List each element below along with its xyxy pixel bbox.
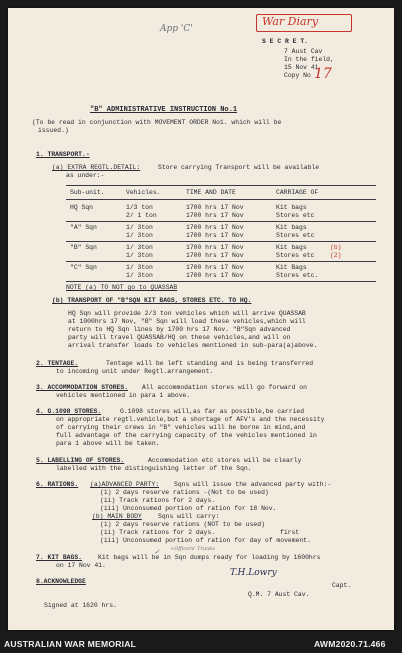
table-header-time: TIME AND DATE	[186, 189, 236, 196]
unit-name: 7 Aust Cav	[284, 48, 323, 55]
section-1b-line: at 1000hrs 17 Nov, "B" Sqn will load these vehicles,which will	[68, 318, 306, 325]
cell-time: 1700 hrs 17 Nov	[186, 204, 244, 211]
section-1-heading: 1. TRANSPORT.-	[36, 151, 90, 158]
signature-rank: Capt.	[332, 582, 352, 589]
section-2-line: Tentage will be left standing and is being transferred	[106, 360, 314, 367]
table-row	[8, 264, 394, 272]
section-6a-item: (ii) Track rations for 2 days.	[100, 497, 216, 504]
cell-carriage: Stores etc	[276, 232, 315, 239]
section-3-heading: 3. ACCOMMODATION STORES.	[36, 384, 129, 391]
app-ref-annotation: App 'C'	[160, 24, 193, 34]
table-row-rule	[66, 261, 376, 262]
table-row	[8, 224, 394, 232]
subtitle-line-1: (To be read in conjunction with MOVEMENT ORDER No1. which will be	[32, 119, 282, 126]
section-5-heading: 5. LABELLING OF STORES.	[36, 457, 125, 464]
section-7-line: Kit bags will be in Sqn dumps ready for loading by 1600hrs	[98, 554, 321, 561]
copy-label: Copy No	[284, 72, 311, 79]
cell-vehicles: 1/ 3ton	[126, 264, 153, 271]
subtitle-line-2: issued.)	[38, 127, 69, 134]
cell-carriage: Kit bags	[276, 204, 307, 211]
section-6a-item: (iii) Unconsumed portion of ration for 18 Nov.	[100, 505, 277, 512]
section-4-line: full advantage of the carrying capacity of the vehicles mentioned in	[56, 432, 317, 439]
signature: T.H.Lowry	[230, 568, 277, 578]
table-row	[8, 232, 394, 240]
classification: S E C R E T.	[262, 38, 309, 45]
section-3-line: All accommodation stores will go forward on	[142, 384, 307, 391]
table-header-subunit: Sub-unit.	[70, 189, 105, 196]
section-1b-line: party will travel QUASSAB/HQ on these vehicles,and will on	[68, 334, 291, 341]
cell-vehicles: 1/3 ton	[126, 204, 153, 211]
signature-position: Q.M. 7 Aust Cav.	[248, 591, 310, 598]
table-row	[8, 244, 394, 252]
section-1b-line: return to HQ Sqn lines by 1700 hrs 17 Nov. "B"Sqn advanced	[68, 326, 291, 333]
table-top-rule	[66, 185, 376, 186]
section-4-line: of carrying their crews in "B" vehicles will be borne in mind,and	[56, 424, 306, 431]
section-7-line: on 17 Nov 41.	[56, 562, 106, 569]
footer-accession: AWM2020.71.466	[314, 639, 386, 649]
margin-note: (b)	[330, 244, 342, 251]
section-2-heading: 2. TENTAGE.	[36, 360, 79, 367]
section-1b-heading: (b) TRANSPORT OF "B"SQN KIT BAGS, STORES ETC. TO HQ.	[52, 297, 252, 304]
cell-carriage: Stores etc	[276, 252, 315, 259]
section-6a-label: (a)ADVANCED PARTY:	[90, 481, 160, 488]
section-5-line: labelled with the distinguishing letter of the Sqn.	[56, 465, 252, 472]
section-1a-label: (a) EXTRA REGTL.DETAIL:	[52, 164, 141, 171]
section-6b-text: Sqns will carry:	[158, 513, 220, 520]
section-6a-item: (i) 2 days reserve rations -(Not to be used)	[100, 489, 269, 496]
archive-footer	[0, 636, 402, 653]
cell-subunit: "C" Sqn	[70, 264, 97, 271]
section-6b-item: (i) 2 days reserve rations (NOT to be used)	[100, 521, 265, 528]
section-1b-line: HQ Sqn will provide 2/3 ton vehicles which will arrive QUASSAB	[68, 310, 306, 317]
copy-number: 17	[314, 66, 332, 82]
cell-vehicles: 1/ 3ton	[126, 252, 153, 259]
section-6b-item: (ii) Track rations for 2 days.	[100, 529, 216, 536]
table-header-vehicles: Vehicles.	[126, 189, 161, 196]
cell-time: 1700 hrs 17 Nov	[186, 244, 244, 251]
table-row-rule	[66, 241, 376, 242]
section-7-heading: 7. KIT BAGS.	[36, 554, 83, 561]
cell-subunit: "B" Sqn	[70, 244, 97, 251]
cell-vehicles: 1/ 3ton	[126, 244, 153, 251]
table-header-rule	[66, 199, 376, 200]
cell-vehicles: 1/ 3ton	[126, 232, 153, 239]
cell-carriage: Kit bags	[276, 244, 307, 251]
section-6-heading: 6. RATIONS.	[36, 481, 79, 488]
section-1b-line: arrival transfer loads to vehicles mentioned in sub-para(a)above.	[68, 342, 318, 349]
place: In the field,	[284, 56, 334, 63]
section-4-line: on appropriate regtl.vehicle,but a shortage of AFV's and the necessity	[56, 416, 325, 423]
table-row	[8, 272, 394, 280]
section-5-line: Accommodation etc stores will be clearly	[148, 457, 302, 464]
tick-mark: ✓	[154, 548, 160, 556]
margin-note: (2)	[330, 252, 342, 259]
table-footnote: NOTE (a) TO NOT go to QUASSAB	[66, 284, 178, 291]
first-note: first	[280, 529, 300, 536]
cell-subunit: HQ Sqn	[70, 204, 94, 211]
table-row	[8, 204, 394, 212]
cell-vehicles: 1/ 3ton	[126, 224, 153, 231]
table-header-carriage: CARRIAGE OF	[276, 189, 319, 196]
section-6b-item: (iii) Unconsumed portion of ration for day of movement.	[100, 537, 311, 544]
table-row	[8, 252, 394, 260]
cell-time: 1700 hrs 17 Nov	[186, 232, 244, 239]
cell-subunit: "A" Sqn	[70, 224, 97, 231]
document-page	[8, 8, 394, 630]
cell-carriage: Stores etc	[276, 212, 315, 219]
cell-carriage: Stores etc.	[276, 272, 319, 279]
date: 15 Nov 41	[284, 64, 319, 71]
table-row-rule	[66, 221, 376, 222]
cell-time: 1700 hrs 17 Nov	[186, 224, 244, 231]
signed-at: Signed at 1620 hrs.	[44, 602, 117, 609]
cell-time: 1700 hrs 17 Nov	[186, 264, 244, 271]
cell-time: 1700 hrs 17 Nov	[186, 252, 244, 259]
footer-institution: AUSTRALIAN WAR MEMORIAL	[4, 639, 137, 649]
section-1a-text-2: as under:-	[66, 172, 105, 179]
cell-carriage: Kit bags	[276, 224, 307, 231]
cell-time: 1700 hrs 17 Nov	[186, 212, 244, 219]
section-4-line: G.1098 stores will,as far as possible,be carried	[120, 408, 305, 415]
war-diary-annotation: War Diary	[262, 15, 319, 28]
cell-vehicles: 1/ 3ton	[126, 272, 153, 279]
section-6b-label: (b) MAIN BODY	[92, 513, 142, 520]
table-bottom-rule	[66, 281, 376, 282]
section-1a-text: Store carrying Transport will be available	[158, 164, 320, 171]
table-header-row	[8, 189, 394, 197]
cell-time: 1700 hrs 17 Nov	[186, 272, 244, 279]
document-title: "B" ADMINISTRATIVE INSTRUCTION No.1	[90, 106, 238, 114]
section-4-line: para 1 above will be taken.	[56, 440, 160, 447]
section-4-heading: 4. G.1098 STORES.	[36, 408, 102, 415]
cell-carriage: Kit Bags	[276, 264, 307, 271]
cell-vehicles: 2/ 1 ton	[126, 212, 157, 219]
section-3-line: vehicles mentioned in para 1 above.	[56, 392, 191, 399]
officers-trunks-insert: +Officers' Trunks	[170, 546, 215, 552]
table-row	[8, 212, 394, 220]
section-2-line: to incoming unit under Regtl.arrangement.	[56, 368, 214, 375]
section-8-heading: 8.ACKNOWLEDGE	[36, 578, 86, 585]
section-6a-text: Sqns will issue the advanced party with:-	[174, 481, 332, 488]
